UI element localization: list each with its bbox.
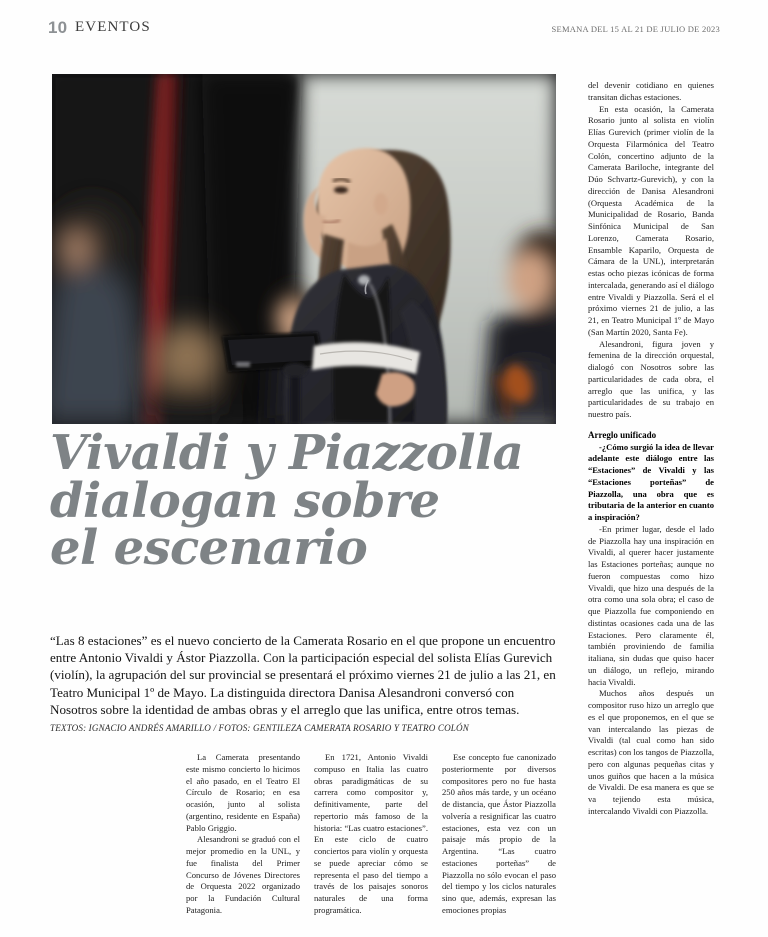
issue-date: SEMANA DEL 15 AL 21 DE JULIO DE 2023 xyxy=(551,24,720,34)
page-number: 10 xyxy=(48,18,68,37)
section-subhead: Arreglo unificado xyxy=(588,429,657,440)
paragraph: En esta ocasión, la Camerata Rosario junto al solista en violín Elías Gurevich (primer violín de la Orquesta Filarmónica del Teatro Colón, concertino adjunto de la Camerata Bariloche, integrante del Dúo Schvartz-Gurevich), y con la dirección de Danisa Alesandroni (Orquesta Académica de la Municipalidad de Rosario, Banda Sinfónica Municipal de San Lorenzo, Camerata Rosario, Ensamble Kaparilo, Orquesta de Cámara de la UNL), interpretarán estas ocho piezas icónicas de forma intercalada, generando así el diálogo entre Vivaldi y Piazzolla. Será el el próximo viernes 21 de julio, a las 21, en Teatro Municipal 1º de Mayo (San Martín 2020, Santa Fe). xyxy=(588,103,714,337)
byline: TEXTOS: IGNACIO ANDRÉS AMARILLO / FOTOS: GENTILEZA CAMERATA ROSARIO Y TEATRO COLÓN xyxy=(50,723,469,734)
conductor-on-stage-photo xyxy=(52,74,556,424)
photo-graphic xyxy=(52,74,556,424)
paragraph: La Camerata presentando este mismo concierto lo hicimos el año pasado, en el Teatro El Círculo de Rosario; en esa ocasión, junto al solista (argentino, residente en España) Pablo Griggio. xyxy=(186,752,300,833)
continuation-paragraph: del devenir cotidiano en quienes transitan dichas estaciones. xyxy=(588,80,714,102)
body-column-3 xyxy=(442,752,556,917)
headline-line-3: el escenario xyxy=(50,520,368,577)
paragraph: En 1721, Antonio Vivaldi compuso en Italia las cuatro obras paradigmáticas de su carrera como compositor y, definitivamente, parte del repertorio más famoso de la historia: “Las cuatro estaciones”. En este ciclo de cuatro conciertos para violín y orquesta se puede apreciar cómo se representa el paso del tiempo a través de los paisajes sonoros naturales de una forma programática. xyxy=(314,752,428,915)
section-title: EVENTOS xyxy=(75,19,151,35)
body-column-2 xyxy=(314,752,428,917)
paragraph: Ese concepto fue canonizado posteriormente por diversos compositores pero no fue hasta 250 años más tarde, y un océano de distancia, que Ástor Piazzolla volvería a resignificar las cuatro estaciones, esta vez con un paisaje más propio de la Argentina. “Las cuatro estaciones porteñas” de Piazzolla no sólo evocan el paso del tiempo y los ciclos naturales sino que, además, expresan las emociones propias xyxy=(442,752,556,915)
body-column-1 xyxy=(186,752,300,917)
interview-answer: -En primer lugar, desde el lado de Piazzolla hay una inspiración en Vivaldi, al querer hacer justamente las Estaciones porteñas; aunque no fueron compuestas como hizo Vivaldi, que hizo una después de la otra como una sola obra; el caso de que Piazzolla fue componiendo en distintas ocasiones cada una de las Estaciones. Pero claramente él, también proviniendo de familia italiana, sin dudas que quiso hacer un diálogo, un reflejo, mirando hacia Vivaldi. xyxy=(588,523,714,687)
interview-question: -¿Cómo surgió la idea de llevar adelante este diálogo entre las “Estaciones” de Vivaldi y las “Estaciones porteñas” de Piazzolla, una obra que es tributaria de la anterior en cuanto a inspiración? xyxy=(588,441,714,522)
sidebar-column xyxy=(588,80,714,818)
masthead xyxy=(48,18,720,44)
headline-line-1: Vivaldi y Piazzolla xyxy=(50,425,524,481)
page-title xyxy=(50,425,570,577)
paragraph: Alesandroni se graduó con el mejor promedio en la UNL, y fue finalista del Primer Concurso de Jóvenes Directores de Orquesta 2022 organizado por la Fundación Cultural Patagonia. xyxy=(186,834,300,915)
lead-text: “Las 8 estaciones” es el nuevo concierto de la Camerata Rosario en el que propone un encuentro entre Antonio Vivaldi y Ástor Piazzolla. Con la participación especial del solista Elías Gurevich (violín), la agrupación del sur provincial se presentará el próximo viernes 21 de julio a las 21, en Teatro Municipal 1º de Mayo. La distinguida directora Danisa Alesandroni conversó con Nosotros sobre la identidad de ambas obras y el arreglo que las unifica, entre otros temas. xyxy=(50,633,556,717)
lead-paragraph xyxy=(50,632,558,737)
headline-line-2: dialogan sobre xyxy=(50,472,440,529)
bottom-columns xyxy=(186,752,558,917)
paragraph: Alesandroni, figura joven y femenina de la dirección orquestal, dialogó con Nosotros sobre las particularidades de cada obra, el arreglo que las unifica, y las particularidades de su trabajo en nuestro país. xyxy=(588,338,714,419)
interview-answer: Muchos años después un compositor ruso hizo un arreglo que es el que proponemos, en el que se van intercalando las piezas de Vivaldi (tal cual como han sido escritas) con los tangos de Piazzolla, pero con algunas pequeñas citas y unos guiños que hacen a la música de Vivaldi. De esa manera es que se va tejiendo esta música, intercalando Vivaldi con Piazzolla. xyxy=(588,688,715,816)
